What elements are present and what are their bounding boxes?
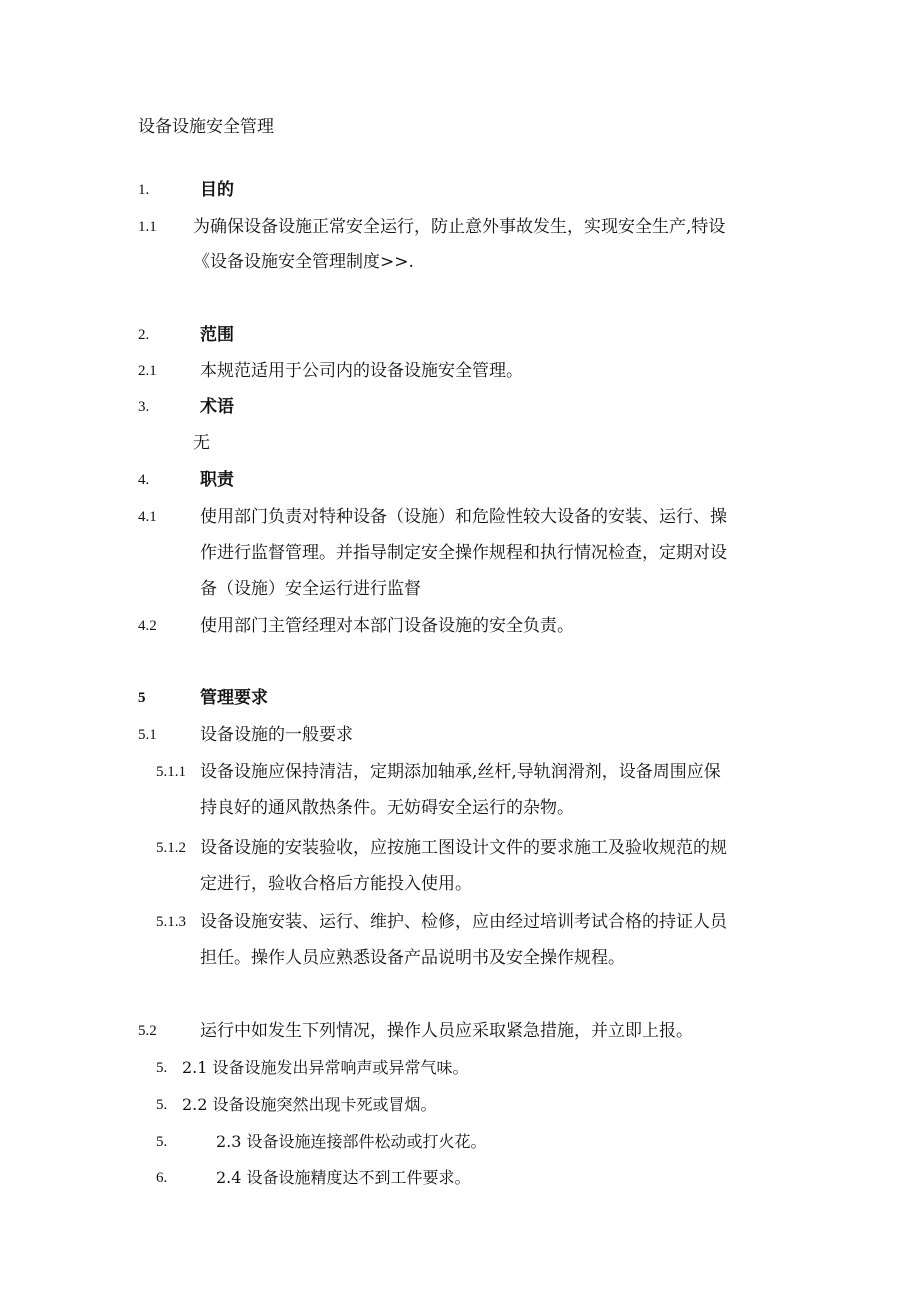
clause-text-line: 本规范适用于公司内的设备设施安全管理。 (200, 361, 523, 381)
clause-number: 5.2 (138, 1023, 157, 1039)
clause-number: 5.1 (138, 727, 157, 743)
clause-text-line: 使用部门负责对特种设备（设施）和危险性较大设备的安装、运行、操 (200, 507, 727, 527)
clause-number: 4.2 (138, 618, 157, 634)
clause-text-line: 为确保设备设施正常安全运行，防止意外事故发生，实现安全生产,特设 (193, 217, 726, 237)
section-number: 2. (138, 327, 150, 343)
section-heading: 职责 (200, 470, 234, 490)
clause-number: 5.1.1 (156, 764, 186, 780)
list-item-number: 6. (156, 1170, 168, 1186)
clause-text-line: 无 (193, 433, 210, 453)
clause-number: 5.1.2 (156, 840, 186, 856)
section-heading: 术语 (200, 397, 234, 417)
clause-text-line: 设备设施的一般要求 (200, 725, 353, 745)
clause-text-line: 设备设施安装、运行、维护、检修，应由经过培训考试合格的持证人员 (200, 912, 727, 932)
document-title: 设备设施安全管理 (138, 117, 274, 137)
list-item-number: 5. (156, 1060, 168, 1076)
list-item-text: 2.4 设备设施精度达不到工件要求。 (216, 1168, 471, 1187)
clause-number: 4.1 (138, 509, 157, 525)
clause-text-line: 使用部门主管经理对本部门设备设施的安全负责。 (200, 616, 574, 636)
list-item-text: 2.2 设备设施突然出现卡死或冒烟。 (182, 1095, 437, 1114)
section-heading: 范围 (200, 325, 234, 345)
clause-text-line: 运行中如发生下列情况，操作人员应采取紧急措施，并立即上报。 (200, 1021, 693, 1041)
clause-number: 1.1 (138, 219, 157, 235)
list-item-text: 2.3 设备设施连接部件松动或打火花。 (216, 1132, 487, 1151)
clause-text-line: 定进行，验收合格后方能投入使用。 (200, 874, 472, 894)
list-item-text: 2.1 设备设施发出异常响声或异常气味。 (182, 1058, 469, 1077)
section-heading: 目的 (200, 180, 234, 200)
clause-text-line: 《设备设施安全管理制度>>. (193, 252, 414, 272)
clause-text-line: 担任。操作人员应熟悉设备产品说明书及安全操作规程。 (200, 948, 625, 968)
clause-number: 2.1 (138, 363, 157, 379)
clause-text-line: 持良好的通风散热条件。无妨碍安全运行的杂物。 (200, 798, 574, 818)
clause-text-line: 备（设施）安全运行进行监督 (200, 579, 421, 599)
clause-text-line: 作进行监督管理。并指导制定安全操作规程和执行情况检查，定期对设 (200, 543, 727, 563)
section-heading: 管理要求 (200, 688, 268, 708)
section-number: 1. (138, 182, 150, 198)
clause-text-line: 设备设施应保持清洁，定期添加轴承,丝杆,导轨润滑剂，设备周围应保 (200, 762, 721, 782)
clause-number: 5.1.3 (156, 914, 186, 930)
list-item-number: 5. (156, 1097, 168, 1113)
clause-text-line: 设备设施的安装验收，应按施工图设计文件的要求施工及验收规范的规 (200, 838, 727, 858)
section-number: 5 (138, 690, 146, 706)
section-number: 4. (138, 472, 150, 488)
list-item-number: 5. (156, 1134, 168, 1150)
section-number: 3. (138, 399, 150, 415)
